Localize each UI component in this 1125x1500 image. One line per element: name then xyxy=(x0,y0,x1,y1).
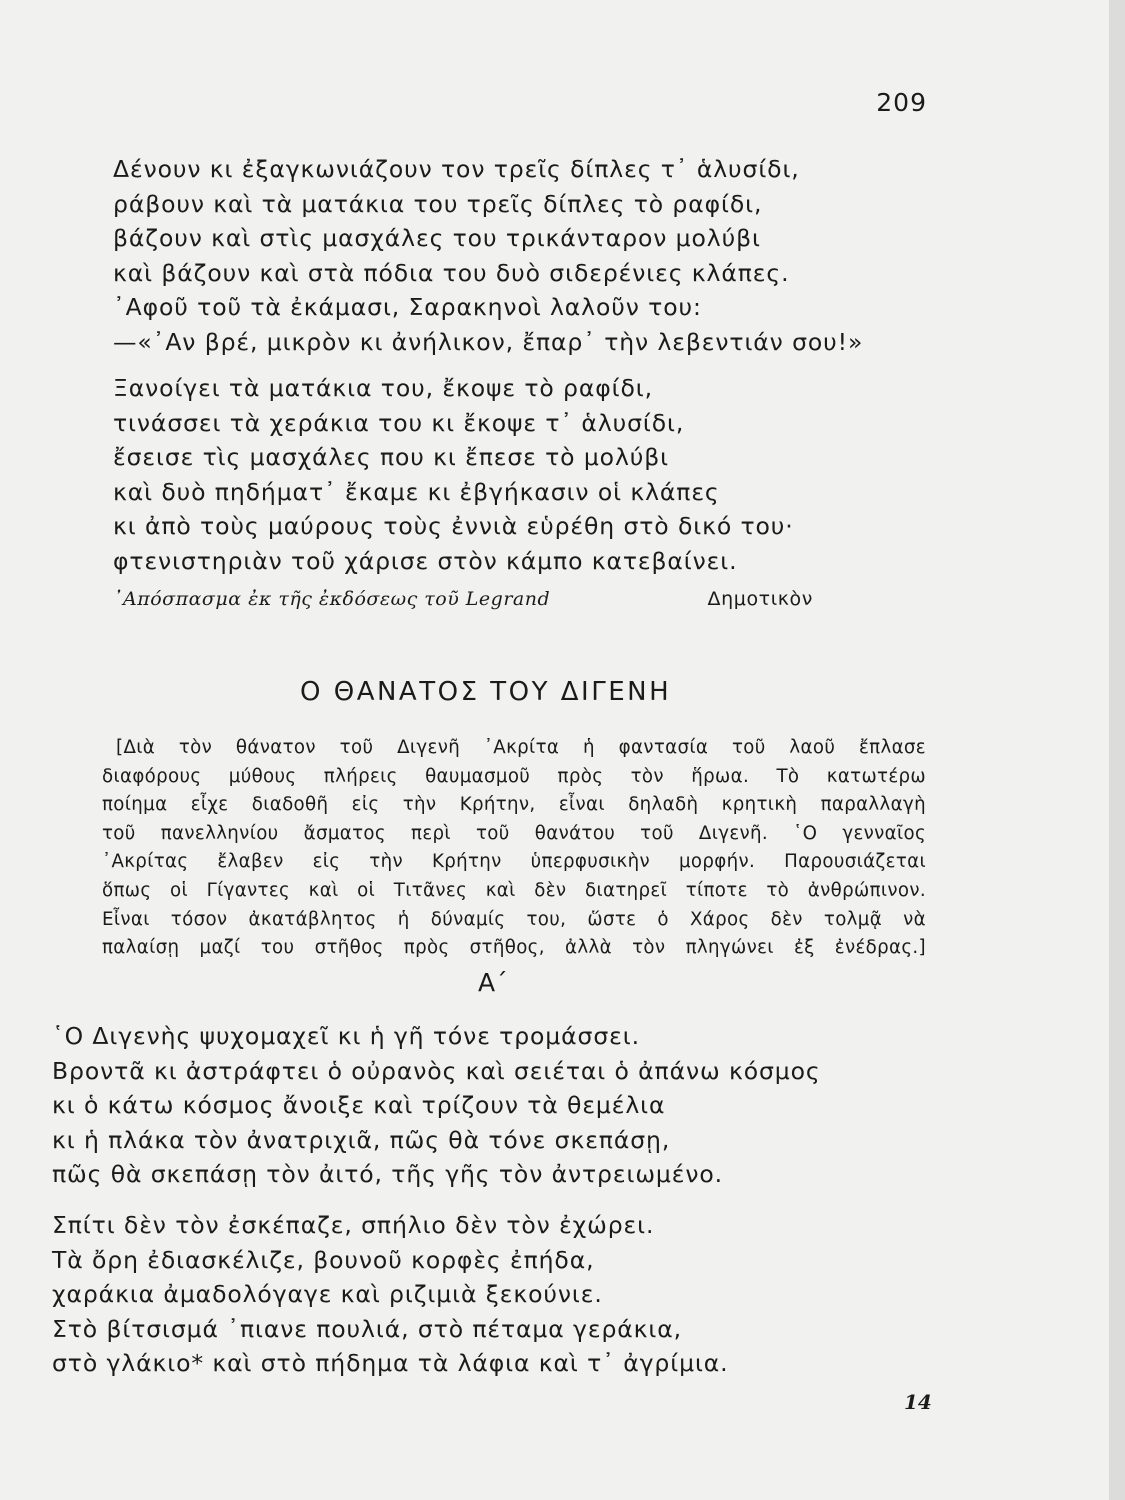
stanza-3 xyxy=(52,1019,821,1192)
verse-line: φτενιστηριὰν τοῦ χάρισε στὸν κάμπο κατεβαίνει. xyxy=(113,546,738,575)
intro-line: ᾽Ακρίτας ἔλαβεν εἰς τὴν Κρήτην ὑπερφυσικὴν μορφήν. Παρουσιάζεται xyxy=(102,851,926,873)
verse-line: καὶ δυὸ πηδήματ᾽ ἔκαμε κι ἐβγήκασιν οἱ κλάπες xyxy=(113,477,720,506)
page-number: 209 xyxy=(876,88,927,117)
verse-line: ῾Ο Διγενὴς ψυχομαχεῖ κι ἡ γῆ τόνε τρομάσσει. xyxy=(52,1022,640,1050)
verse-line: ράβουν καὶ τὰ ματάκια του τρεῖς δίπλες τὸ ραφίδι, xyxy=(113,189,763,218)
verse-line: Σπίτι δὲν τὸν ἐσκέπαζε, σπήλιο δὲν τὸν ἐχώρει. xyxy=(52,1211,655,1239)
verse-line: στὸ γλάκιο* καὶ στὸ πήδημα τὰ λάφια καὶ τ᾽ ἀγρίμια. xyxy=(52,1349,729,1378)
stanza-4 xyxy=(52,1208,729,1381)
source-note: ᾽Απόσπασμα ἐκ τῆς ἐκδόσεως τοῦ Legrand xyxy=(113,588,551,610)
source-type: Δημοτικὸν xyxy=(707,588,813,610)
verse-line: Βροντᾶ κι ἀστράφτει ὁ οὐρανὸς καὶ σειέται ὁ ἀπάνω κόσμος xyxy=(52,1056,821,1085)
signature-number: 14 xyxy=(904,1390,932,1414)
verse-line: βάζουν καὶ στὶς μασχάλες του τρικάνταρον μολύβι xyxy=(113,224,761,253)
verse-line: Δένουν κι ἐξαγκωνιάζουν τον τρεῖς δίπλες τ᾽ ἁλυσίδι, xyxy=(113,155,800,183)
poem-title: Ο ΘΑΝΑΤΟΣ ΤΟΥ ΔΙΓΕΝΗ xyxy=(300,677,672,707)
verse-line: Ξανοίγει τὰ ματάκια του, ἔκοψε τὸ ραφίδι, xyxy=(113,374,654,402)
intro-paragraph xyxy=(102,734,926,963)
verse-line: κι ἡ πλάκα τὸν ἀνατριχιᾶ, πῶς θὰ τόνε σκεπάσῃ, xyxy=(52,1125,671,1154)
verse-line: Στὸ βίτσισμά ᾽πιανε πουλιά, στὸ πέταμα γεράκια, xyxy=(52,1314,683,1343)
intro-line: διαφόρους μύθους πλήρεις θαυμασμοῦ πρὸς τὸν ἥρωα. Τὸ κατωτέρω xyxy=(102,765,926,787)
intro-line: ποίημα εἶχε διαδοθῆ εἰς τὴν Κρήτην, εἶναι δηλαδὴ κρητικὴ παραλλαγὴ xyxy=(102,794,926,816)
source-attribution xyxy=(113,588,925,610)
verse-line: καὶ βάζουν καὶ στὰ πόδια του δυὸ σιδερένιες κλάπες. xyxy=(113,258,790,287)
verse-line: πῶς θὰ σκεπάσῃ τὸν ἀιτό, τῆς γῆς τὸν ἀντρειωμένο. xyxy=(52,1160,724,1189)
verse-line: Τὰ ὄρη ἐδιασκέλιζε, βουνοῦ κορφὲς ἐπήδα, xyxy=(52,1245,595,1274)
verse-line: κι ὁ κάτω κόσμος ἄνοιξε καὶ τρίζουν τὰ θεμέλια xyxy=(52,1091,666,1120)
verse-line: κι ἀπὸ τοὺς μαύρους τοὺς ἐννιὰ εὑρέθη στὸ δικό του· xyxy=(113,512,794,541)
verse-line: ἔσεισε τὶς μασχάλες που κι ἔπεσε τὸ μολύβι xyxy=(113,443,670,472)
intro-line: παλαίσῃ μαζί του στῆθος πρὸς στῆθος, ἀλλὰ τὸν πληγώνει ἐξ ἐνέδρας.] xyxy=(102,937,926,959)
stanza-1 xyxy=(113,152,863,360)
stanza-2 xyxy=(113,371,794,579)
intro-line: Εἶναι τόσον ἀκατάβλητος ἡ δύναμίς του, ὥστε ὁ Χάρος δὲν τολμᾷ νὰ xyxy=(102,908,926,930)
section-label: Α΄ xyxy=(478,968,508,997)
intro-line: ὅπως οἱ Γίγαντες καὶ οἱ Τιτᾶνες καὶ δὲν διατηρεῖ τίποτε τὸ ἀνθρώπινον. xyxy=(102,879,926,901)
verse-line: χαράκια ἀμαδολόγαγε καὶ ριζιμιὰ ξεκούνιε. xyxy=(52,1280,603,1309)
verse-line: ᾽Αφοῦ τοῦ τὰ ἐκάμασι, Σαρακηνοὶ λαλοῦν του: xyxy=(113,293,702,322)
verse-line: τινάσσει τὰ χεράκια του κι ἔκοψε τ᾽ ἁλυσίδι, xyxy=(113,408,685,437)
intro-line: τοῦ πανελληνίου ἄσματος περὶ τοῦ θανάτου τοῦ Διγενῆ. ῾Ο γενναῖος xyxy=(102,822,926,844)
intro-line: [Διὰ τὸν θάνατον τοῦ Διγενῆ ᾽Ακρίτα ἡ φαντασία τοῦ λαοῦ ἔπλασε xyxy=(116,737,926,758)
verse-line: —«᾽Αν βρέ, μικρὸν κι ἀνήλικον, ἔπαρ᾽ τὴν λεβεντιάν σου!» xyxy=(113,327,864,356)
page-edge xyxy=(1109,0,1125,1500)
